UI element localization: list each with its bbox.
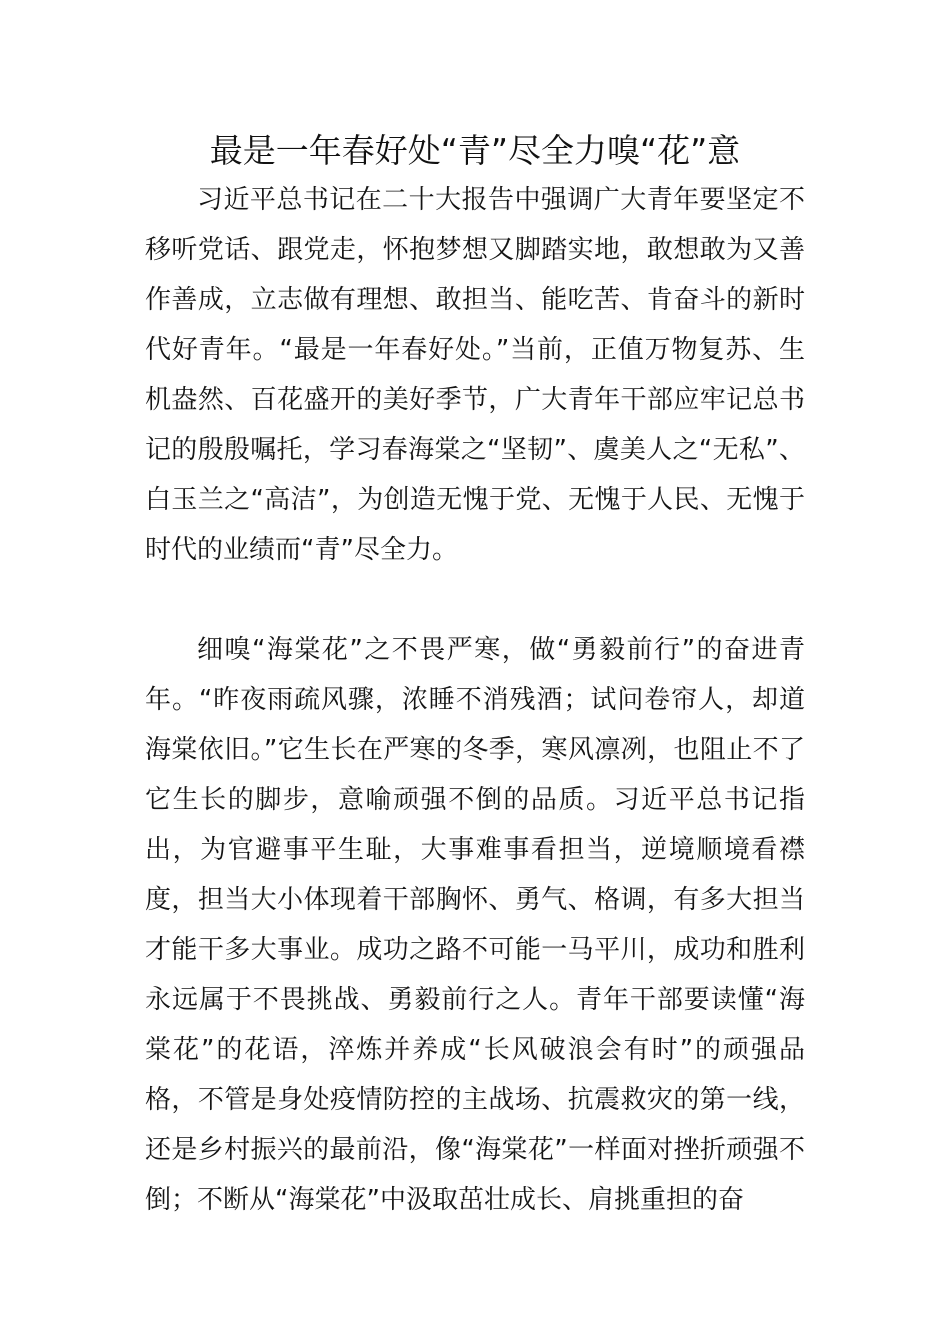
document-title: 最是一年春好处“青”尽全力嗅“花”意 — [209, 131, 741, 170]
paragraph-1: 习近平总书记在二十大报告中强调广大青年要坚定不移听党话、跟党走，怀抱梦想又脚踏实地，敢想敢为又善作善成，立志做有理想、敢担当、能吃苦、肯奋斗的新时代好青年。“最是一年春好处。”当前，正值万物复苏、生机盎然、百花盛开的美好季节，广大青年干部应牢记总书记的殷殷嘱托，学习春海棠之“坚韧”、虞美人之“无私”、白玉兰之“高洁”，为创造无愧于党、无愧于人民、无愧于时代的业绩而“青”尽全力。 — [145, 185, 805, 565]
paragraph-2: 细嗅“海棠花”之不畏严寒，做“勇毅前行”的奋进青年。“昨夜雨疏风骤，浓睡不消残酒；试问卷帘人，却道海棠依旧。”它生长在严寒的冬季，寒风凛冽，也阻止不了它生长的脚步，意喻顽强不倒的品质。习近平总书记指出，为官避事平生耻，大事难事看担当，逆境顺境看襟度，担当大小体现着干部胸怀、勇气、格调，有多大担当才能干多大事业。成功之路不可能一马平川，成功和胜利永远属于不畏挑战、勇毅前行之人。青年干部要读懂“海棠花”的花语，淬炼并养成“长风破浪会有时”的顽强品格，不管是身处疫情防控的主战场、抗震救灾的第一线，还是乡村振兴的最前沿，像“海棠花”一样面对挫折顽强不倒；不断从“海棠花”中汲取茁壮成长、肩挑重担的奋 — [145, 635, 805, 1215]
